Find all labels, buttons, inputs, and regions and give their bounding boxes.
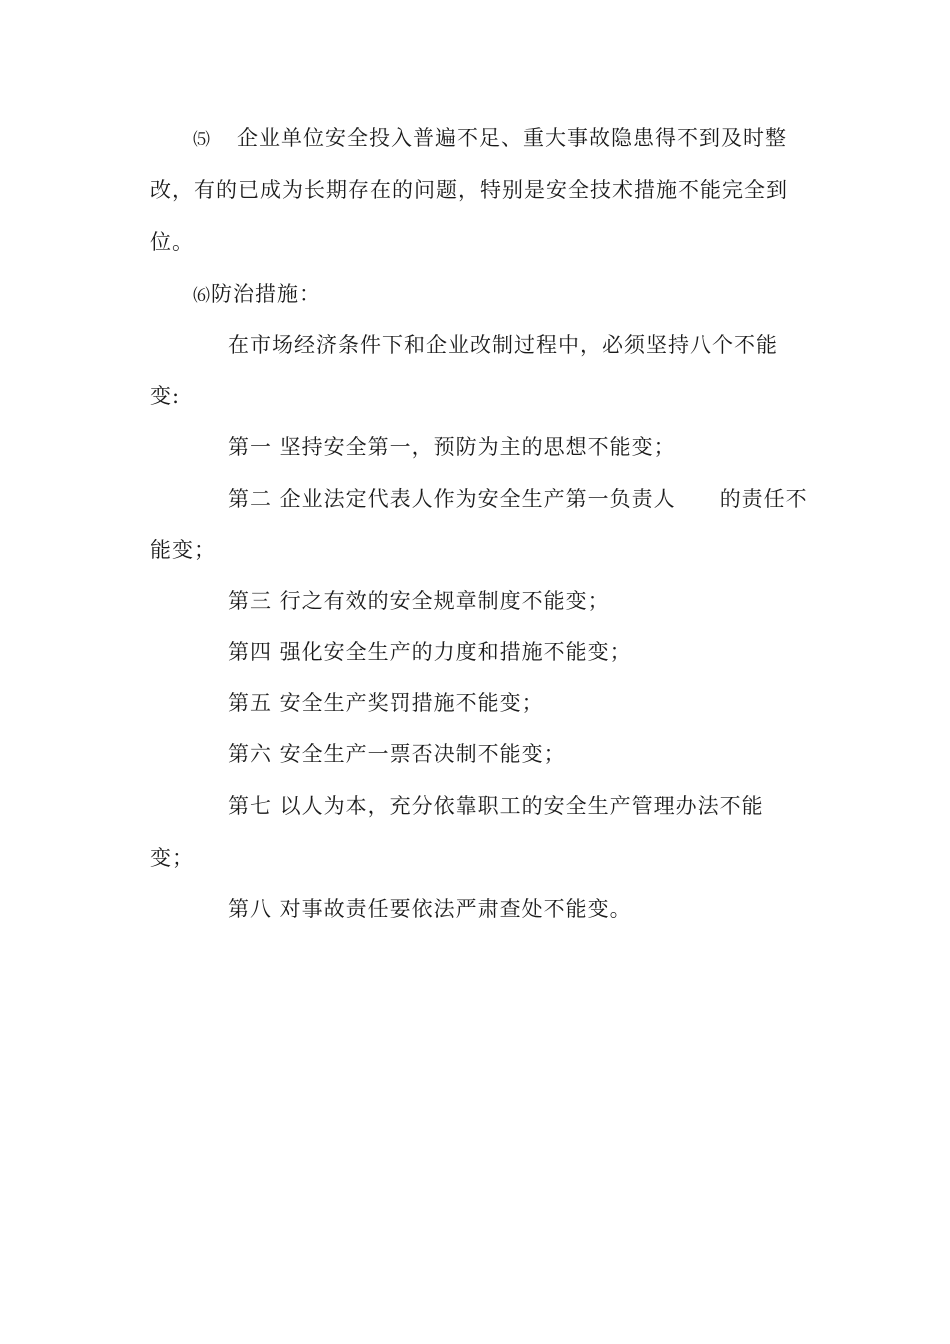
item-2-line-2: 能变； xyxy=(150,538,216,562)
item-2-text-2: 的责任不 xyxy=(719,487,808,511)
item-number-6: ⑹ xyxy=(193,286,211,306)
item-1: 第一 坚持安全第一，预防为主的思想不能变； xyxy=(228,435,676,459)
intro-line-1: 在市场经济条件下和企业改制过程中，必须坚持八个不能 xyxy=(228,333,778,357)
paragraph-6-text: 防治措施： xyxy=(211,282,321,306)
paragraph-5-line-2: 改，有的已成为长期存在的问题，特别是安全技术措施不能完全到 xyxy=(150,178,788,202)
item-8: 第八 对事故责任要依法严肃查处不能变。 xyxy=(228,897,632,921)
item-number-5: ⑸ xyxy=(193,130,211,150)
paragraph-6 xyxy=(193,280,321,310)
item-6: 第六 安全生产一票否决制不能变； xyxy=(228,742,566,766)
item-7-line-1: 第七 以人为本，充分依靠职工的安全生产管理办法不能 xyxy=(228,794,764,818)
paragraph-5-text-1: 企业单位安全投入普遍不足、重大事故隐患得不到及时整 xyxy=(237,126,787,150)
item-4: 第四 强化安全生产的力度和措施不能变； xyxy=(228,640,632,664)
paragraph-5-line-3: 位。 xyxy=(150,230,194,254)
item-3: 第三 行之有效的安全规章制度不能变； xyxy=(228,589,610,613)
intro-line-2: 变: xyxy=(150,384,181,408)
paragraph-5-line-1 xyxy=(193,124,787,154)
item-2-text-1: 第二 企业法定代表人作为安全生产第一负责人 xyxy=(228,487,676,511)
item-5: 第五 安全生产奖罚措施不能变； xyxy=(228,691,544,715)
item-2-line-1 xyxy=(228,485,808,513)
item-7-line-2: 变； xyxy=(150,846,194,870)
